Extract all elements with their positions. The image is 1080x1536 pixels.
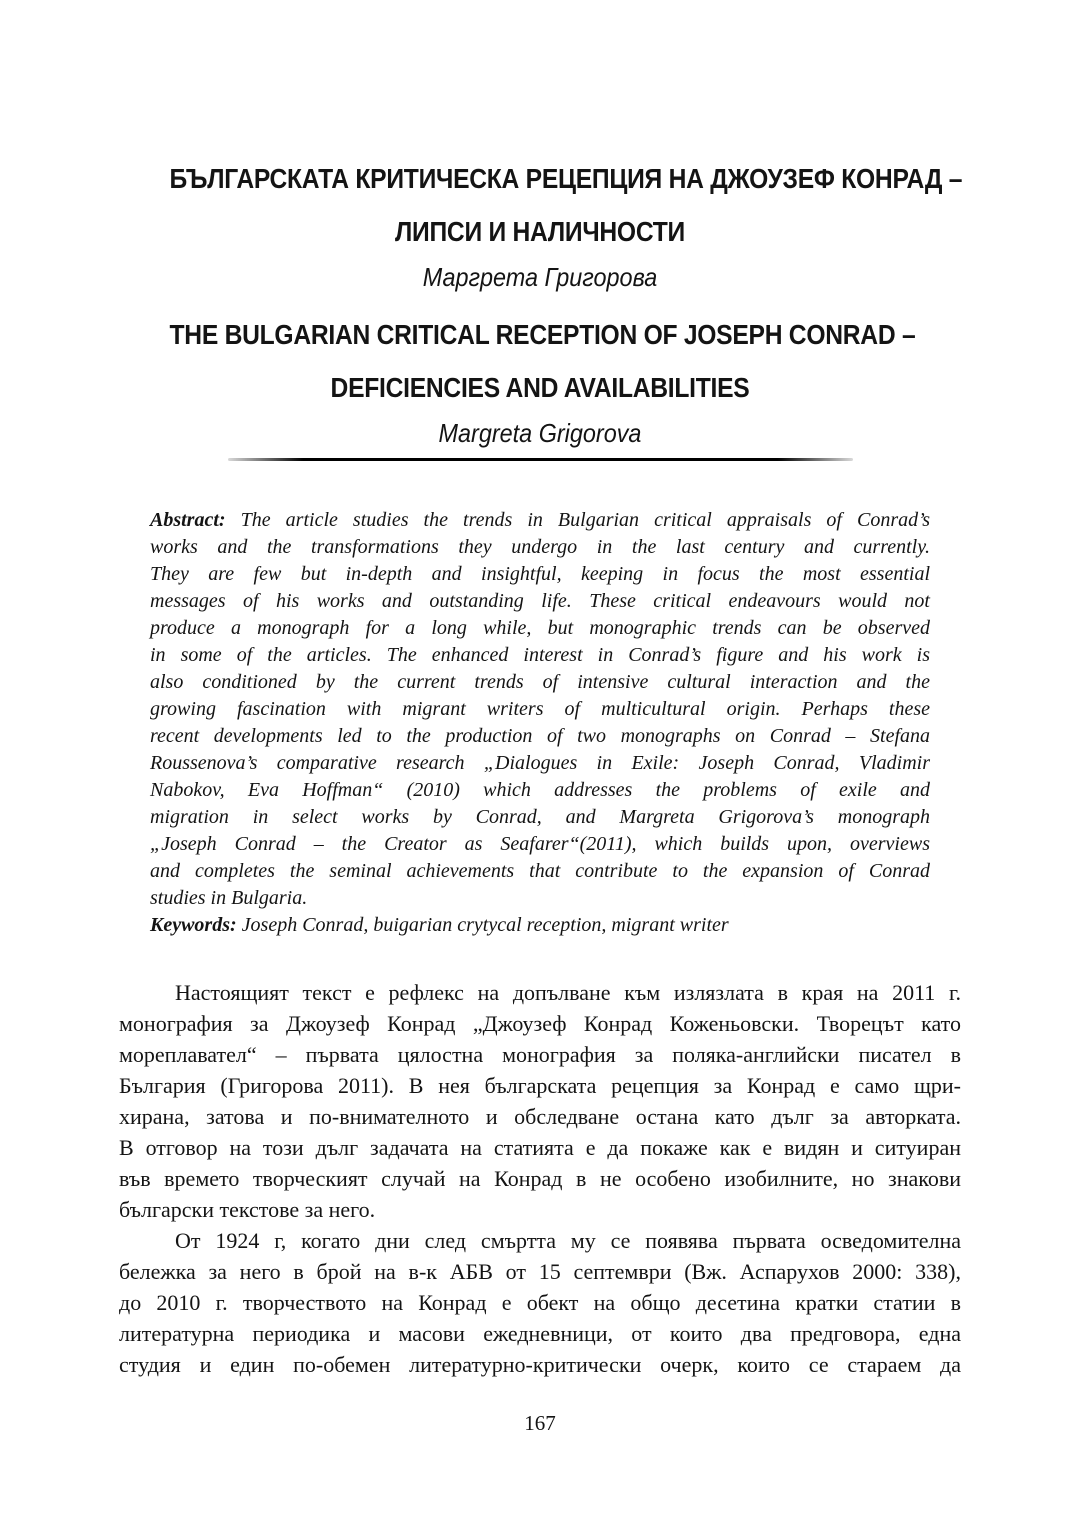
- body-line: във времето творческият случай на Конрад в не особено изобилните, но знакови: [119, 1166, 961, 1191]
- abstract-label: Abstract:: [150, 509, 226, 531]
- body-line: до 2010 г. творчеството на Конрад е обект на общо десетина кратки статии в: [119, 1290, 961, 1315]
- keywords-text: Joseph Conrad, buigarian crytycal reception, migrant writer: [241, 914, 729, 936]
- article-title-english: [119, 308, 961, 450]
- body-line: В отговор на този дълг задачата на статията е да покаже как е видян и ситуиран: [119, 1135, 961, 1160]
- abstract-line-text: The article studies the trends in Bulgarian critical appraisals of Conrad’s: [240, 509, 931, 531]
- abstract-line: produce a monograph for a long while, but monographic trends can be observed: [150, 617, 930, 639]
- body-line: От 1924 г, когато дни след смъртта му се появява първата осведомителна: [175, 1228, 961, 1253]
- abstract-line: Nabokov, Eva Hoffman“ (2010) which addresses the problems of exile and: [150, 779, 930, 801]
- abstract-line: in some of the articles. The enhanced interest in Conrad’s figure and his work is: [150, 644, 930, 666]
- title-bg-line-1: БЪЛГАРСКАТА КРИТИЧЕСКА РЕЦЕПЦИЯ НА ДЖОУЗЕФ КОНРАД –: [169, 163, 963, 194]
- abstract-line: growing fascination with migrant writers of multicultural origin. Perhaps these: [150, 698, 930, 720]
- body-paragraph: [119, 977, 961, 1225]
- author-english: Margreta Grigorova: [438, 418, 642, 448]
- title-en-line-2: DEFICIENCIES AND AVAILABILITIES: [330, 372, 750, 403]
- body-line: Настоящият текст е рефлекс на допълване към излязлата в края на 2011 г.: [175, 980, 961, 1005]
- abstract-line: also conditioned by the current trends of intensive cultural interaction and the: [150, 671, 930, 693]
- article-title-bulgarian: [119, 152, 961, 294]
- article-body: [119, 977, 961, 1380]
- body-line: монография за Джоузеф Конрад „Джоузеф Конрад Коженьовски. Творецът като: [119, 1011, 961, 1036]
- body-line: литературна периодика и масови ежедневници, от които два предговора, една: [119, 1321, 961, 1346]
- author-bulgarian: Маргрета Григорова: [422, 262, 658, 292]
- abstract-line: works and the transformations they undergo in the last century and currently.: [150, 536, 930, 558]
- abstract-line: They are few but in-depth and insightful, keeping in focus the most essential: [150, 563, 930, 585]
- title-bg-line-2: ЛИПСИ И НАЛИЧНОСТИ: [395, 216, 685, 247]
- body-line: български текстове за него.: [119, 1197, 376, 1222]
- keywords-line: [150, 912, 930, 939]
- abstract-line: and completes the seminal achievements that contribute to the expansion of Conrad: [150, 860, 930, 882]
- body-line: България (Григорова 2011). В нея българската рецепция за Конрад е само щри-: [119, 1073, 961, 1098]
- abstract-line: messages of his works and outstanding life. These critical endeavours would not: [150, 590, 930, 612]
- abstract-line: migration in select works by Conrad, and Margreta Grigorova’s monograph: [150, 806, 930, 828]
- body-line: хирана, затова и по-внимателното и обследване остана като дълг за авторката.: [119, 1104, 961, 1129]
- page-number: 167: [524, 1411, 556, 1435]
- abstract-line: [150, 507, 930, 534]
- abstract-line: recent developments led to the production of two monographs on Conrad – Stefana: [150, 725, 930, 747]
- body-line: студия и един по-обемен литературно-критически очерк, които се стараем да: [119, 1352, 961, 1377]
- body-paragraph: [119, 1225, 961, 1380]
- abstract-line: Roussenova’s comparative research „Dialogues in Exile: Joseph Conrad, Vladimir: [150, 752, 930, 774]
- abstract-line: „Joseph Conrad – the Creator as Seafarer“(2011), which builds upon, overviews: [150, 833, 930, 855]
- body-line: бележка за него в брой на в-к АБВ от 15 септември (Вж. Аспарухов 2000: 338),: [119, 1259, 961, 1284]
- abstract-section: [150, 507, 930, 939]
- title-divider-rule: [228, 458, 853, 461]
- keywords-label: Keywords:: [150, 914, 237, 936]
- title-en-line-1: THE BULGARIAN CRITICAL RECEPTION OF JOSEPH CONRAD –: [169, 319, 916, 350]
- body-line: мореплавател“ – първата цялостна монография за поляка-английски писател в: [119, 1042, 961, 1067]
- abstract-line: studies in Bulgaria.: [150, 887, 308, 909]
